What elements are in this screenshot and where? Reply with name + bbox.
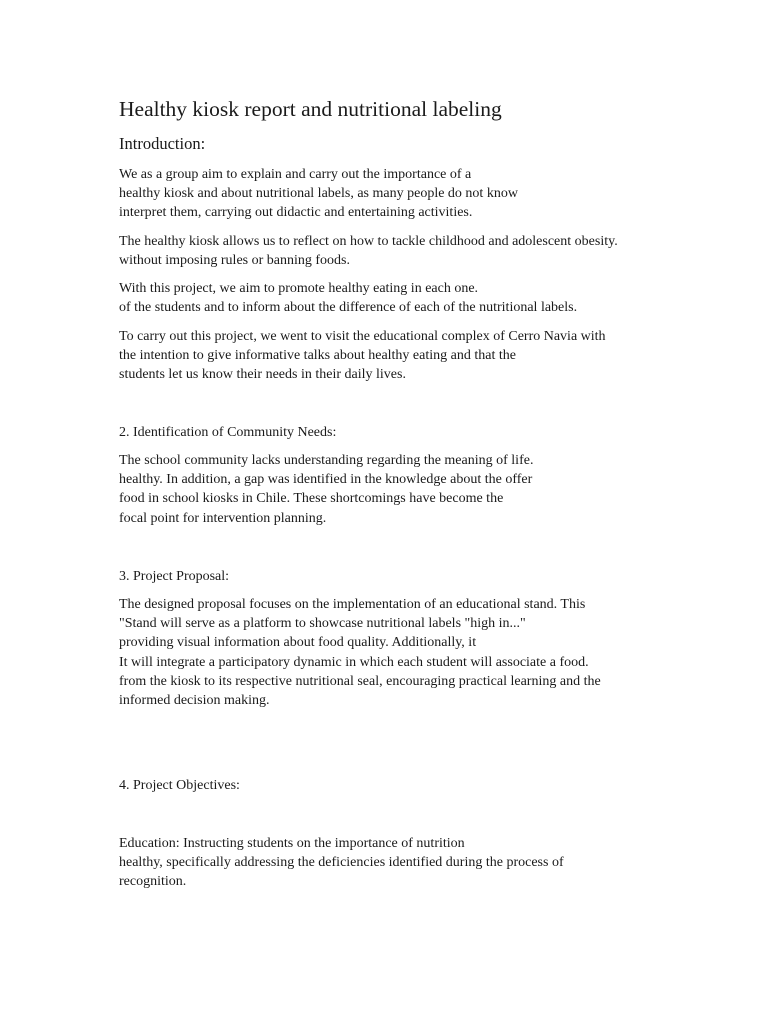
section-3-heading: 3. Project Proposal: (119, 569, 230, 584)
text-line: With this project, we aim to promote healthy eating in each one. (119, 281, 479, 296)
section-4-paragraph (119, 834, 564, 892)
document-title: Healthy kiosk report and nutritional labeling (119, 97, 502, 121)
text-line: informed decision making. (119, 693, 270, 709)
text-line: of the students and to inform about the difference of each of the nutritional labels. (119, 300, 578, 316)
text-line: interpret them, carrying out didactic and entertaining activities. (119, 205, 473, 221)
text-line: "Stand will serve as a platform to showcase nutritional labels "high in..." (119, 616, 526, 632)
text-line: healthy. In addition, a gap was identified in the knowledge about the offer (119, 472, 533, 488)
text-line: The healthy kiosk allows us to reflect on how to tackle childhood and adolescent obesity. (119, 234, 618, 249)
text-line: healthy kiosk and about nutritional labels, as many people do not know (119, 186, 518, 202)
text-line: To carry out this project, we went to visit the educational complex of Cerro Navia with (119, 329, 606, 344)
text-line: focal point for intervention planning. (119, 510, 327, 526)
section-3-paragraph (119, 595, 601, 710)
section-2-paragraph (119, 451, 533, 528)
section-2-heading: 2. Identification of Community Needs: (119, 425, 337, 440)
text-line: The designed proposal focuses on the implementation of an educational stand. This (119, 597, 586, 612)
introduction-heading: Introduction: (119, 134, 206, 153)
text-line: recognition. (119, 874, 187, 890)
section-4-heading: 4. Project Objectives: (119, 778, 240, 793)
text-line: The school community lacks understanding regarding the meaning of life. (119, 453, 534, 468)
introduction-paragraph-1 (119, 165, 518, 223)
introduction-paragraph-2 (119, 232, 618, 270)
text-line: healthy, specifically addressing the deficiencies identified during the process of (119, 855, 564, 871)
text-line: the intention to give informative talks about healthy eating and that the (119, 348, 516, 364)
text-line: students let us know their needs in their daily lives. (119, 367, 406, 383)
text-line: without imposing rules or banning foods. (119, 253, 350, 269)
text-line: Education: Instructing students on the importance of nutrition (119, 836, 465, 851)
introduction-paragraph-3 (119, 279, 577, 317)
text-line: providing visual information about food quality. Additionally, it (119, 635, 477, 651)
introduction-paragraph-4 (119, 327, 606, 385)
text-line: We as a group aim to explain and carry out the importance of a (119, 167, 472, 182)
text-line: from the kiosk to its respective nutritional seal, encouraging practical learning and the (119, 673, 601, 689)
text-line: food in school kiosks in Chile. These shortcomings have become the (119, 491, 504, 507)
text-line: It will integrate a participatory dynamic in which each student will associate a food. (119, 654, 589, 670)
